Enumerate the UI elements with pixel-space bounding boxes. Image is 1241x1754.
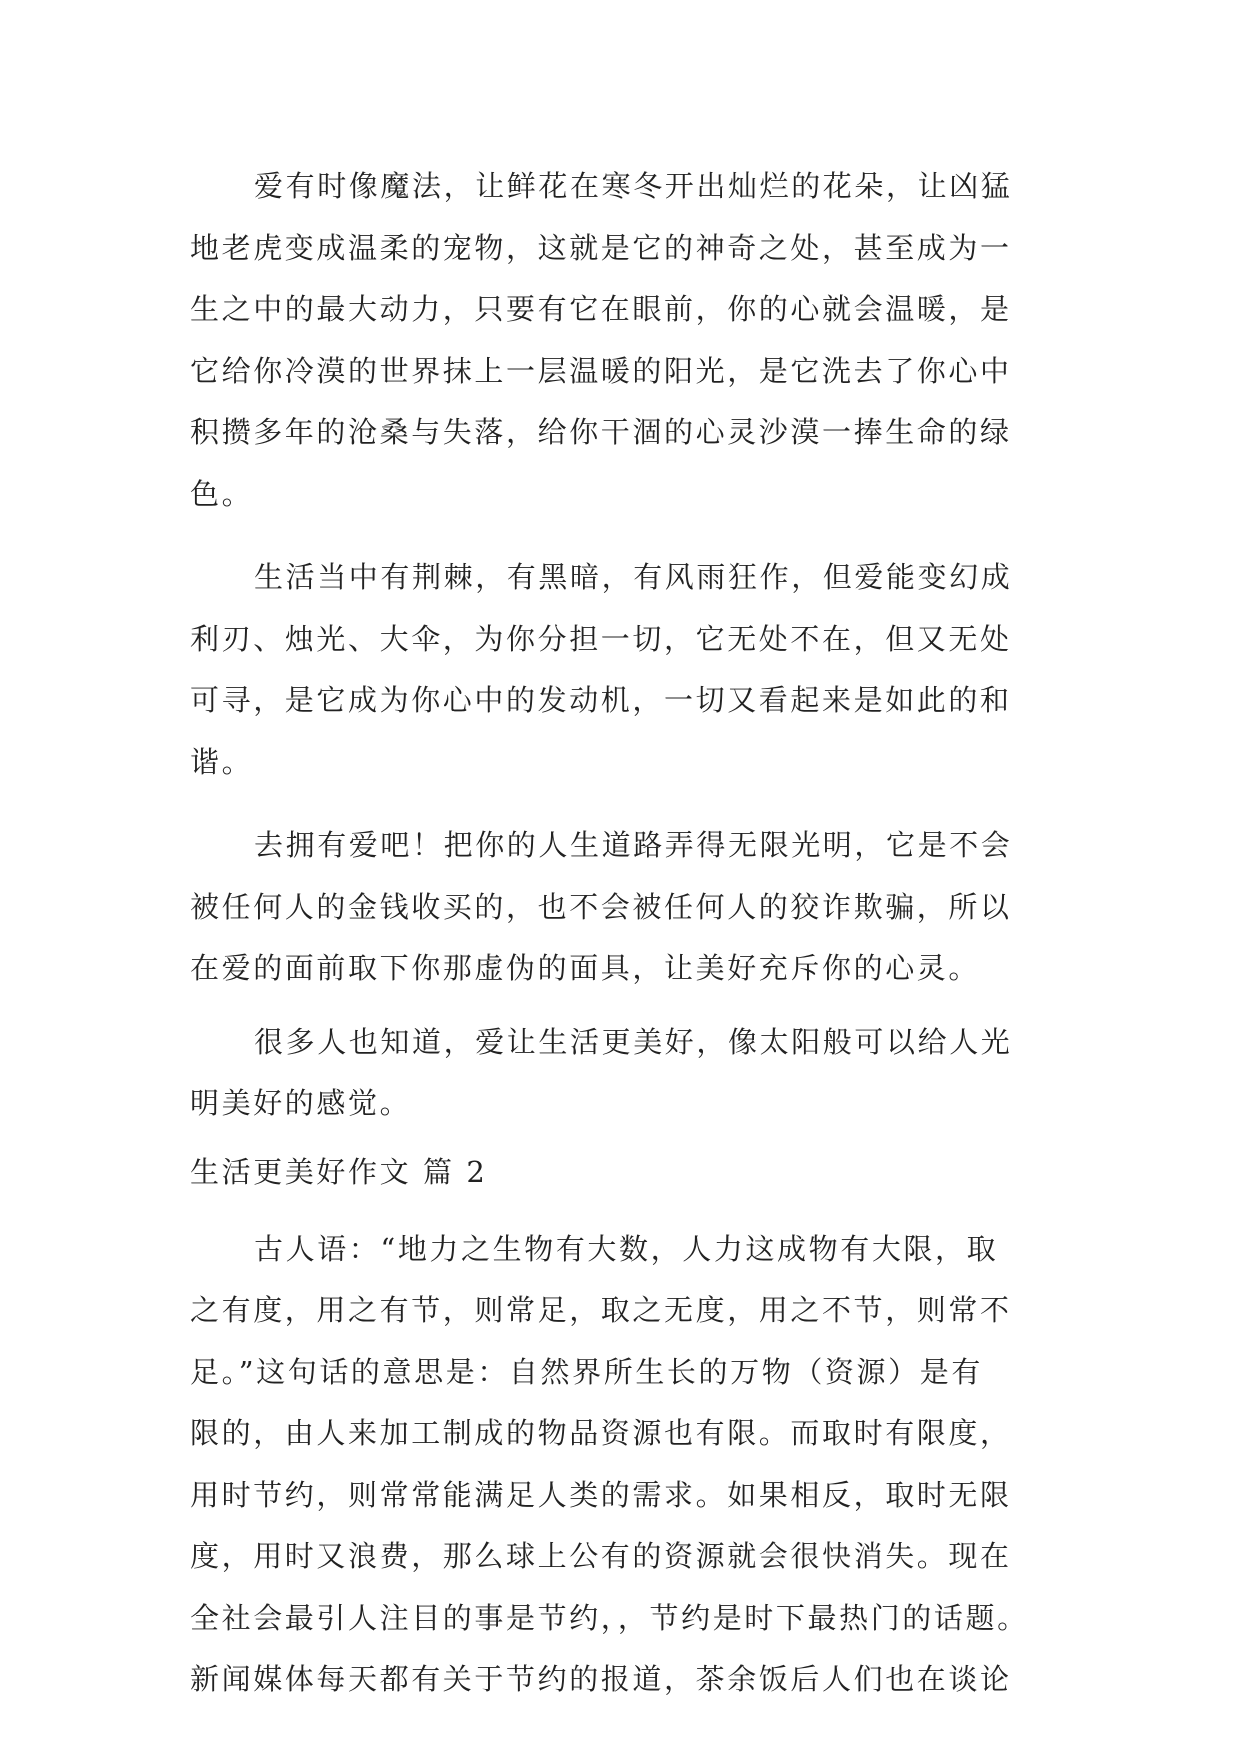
paragraph-4 xyxy=(190,1012,1070,1135)
paragraph-line: 古人语：“地力之生物有大数，人力这成物有大限，取 xyxy=(254,1231,999,1266)
paragraph-line: 之有度，用之有节，则常足，取之无度，用之不节，则常不 xyxy=(190,1293,1012,1327)
paragraph-line: 被任何人的金钱收买的，也不会被任何人的狡诈欺骗，所以 xyxy=(190,889,1012,924)
paragraph-2 xyxy=(190,547,1070,793)
paragraph-line: 地老虎变成温柔的宠物，这就是它的神奇之处，甚至成为一 xyxy=(190,230,1012,265)
paragraph-3 xyxy=(190,815,1070,1000)
paragraph-line: 爱有时像魔法，让鲜花在寒冬开出灿烂的花朵，让凶猛 xyxy=(254,169,1013,203)
paragraph-line: 度，用时又浪费，那么球上公有的资源就会很快消失。现在 xyxy=(190,1539,1012,1573)
document-body xyxy=(190,156,1070,1733)
paragraph-line: 在爱的面前取下你那虚伪的面具，让美好充斥你的心灵。 xyxy=(190,951,981,985)
paragraph-5 xyxy=(190,1219,1070,1711)
paragraph-1 xyxy=(190,156,1070,525)
paragraph-line: 积攒多年的沧桑与失落，给你干涸的心灵沙漠一捧生命的绿 xyxy=(190,415,1012,449)
paragraph-line: 生活当中有荆棘，有黑暗，有风雨狂作，但爱能变幻成 xyxy=(254,560,1013,594)
paragraph-line: 可寻，是它成为你心中的发动机，一切又看起来是如此的和 xyxy=(190,683,1012,717)
paragraph-line: 色。 xyxy=(190,476,254,511)
section-heading xyxy=(190,1143,1070,1201)
paragraph-line: 它给你冷漠的世界抹上一层温暖的阳光，是它洗去了你心中 xyxy=(190,353,1012,388)
paragraph-line: 明美好的感觉。 xyxy=(190,1086,412,1120)
paragraph-line: 足。”这句话的意思是：自然界所生长的万物（资源）是有 xyxy=(190,1354,983,1389)
paragraph-line: 全社会最引人注目的事是节约，，节约是时下最热门的话题。 xyxy=(190,1600,1029,1635)
section-heading-text: 生活更美好作文 篇 2 xyxy=(190,1154,488,1189)
paragraph-line: 限的，由人来加工制成的物品资源也有限。而取时有限度， xyxy=(190,1416,1012,1450)
paragraph-line: 利刃、烛光、大伞，为你分担一切，它无处不在，但又无处 xyxy=(190,621,1012,656)
paragraph-line: 谐。 xyxy=(190,744,254,779)
paragraph-line: 去拥有爱吧！把你的人生道路弄得无限光明，它是不会 xyxy=(254,828,1013,862)
paragraph-line: 新闻媒体每天都有关于节约的报道，茶余饭后人们也在谈论 xyxy=(190,1662,1012,1696)
paragraph-line: 很多人也知道，爱让生活更美好，像太阳般可以给人光 xyxy=(254,1024,1013,1059)
paragraph-line: 用时节约，则常常能满足人类的需求。如果相反，取时无限 xyxy=(190,1477,1012,1512)
paragraph-line: 生之中的最大动力，只要有它在眼前，你的心就会温暖，是 xyxy=(190,292,1012,326)
